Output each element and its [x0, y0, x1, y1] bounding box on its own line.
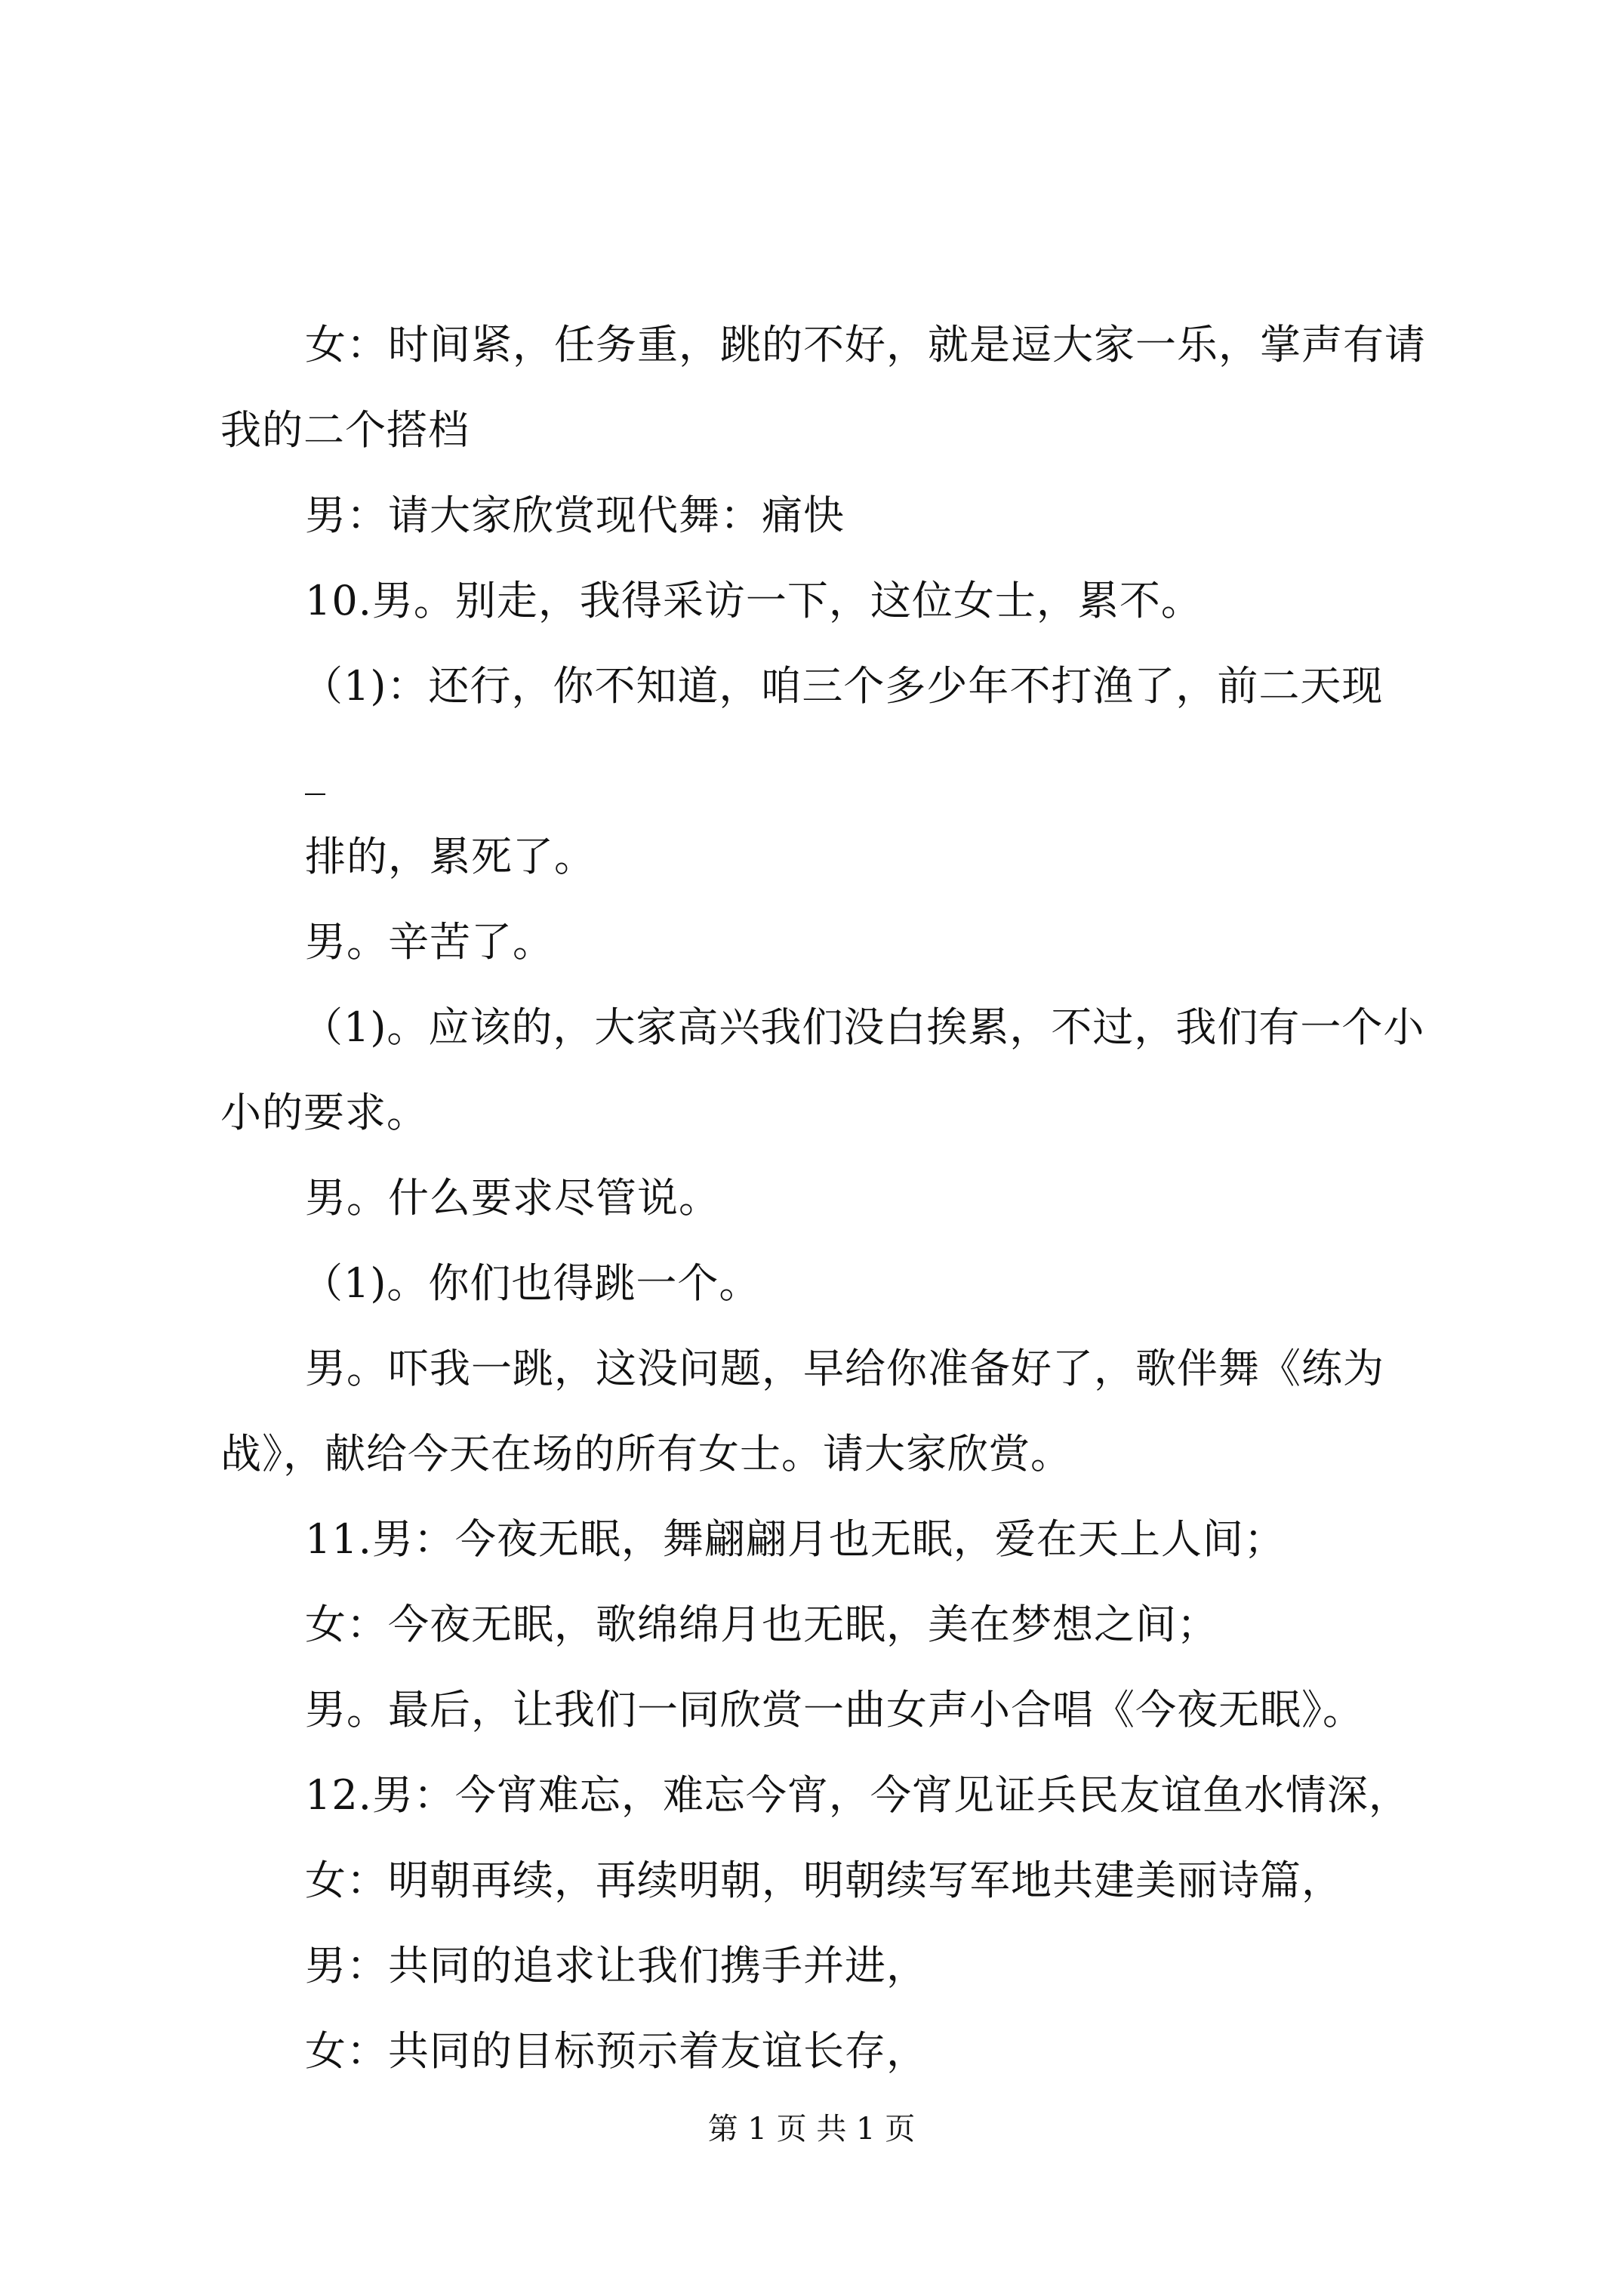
paragraph-8: （1)。应该的，大家高兴我们没白挨累，不过，我们有一个小小的要求。: [220, 1003, 1425, 1136]
paragraph-18: 女：共同的目标预示着友谊长存，: [305, 2027, 928, 2075]
paragraph-16: 女：明朝再续，再续明朝，明朝续写军地共建美丽诗篇，: [305, 1857, 1343, 1904]
paragraph-17: 男：共同的追求让我们携手并进，: [305, 1942, 928, 1989]
paragraph-10: （1)。你们也得跳一个。: [302, 1259, 761, 1307]
paragraph-3: 10.男。别走，我得采访一下，这位女士，累不。: [305, 577, 1203, 624]
paragraph-1: 女：时间紧，任务重，跳的不好，就是逗大家一乐，掌声有请我的二个搭档: [220, 321, 1426, 454]
paragraph-14: 男。最后，让我们一同欣赏一曲女声小合唱《今夜无眠》。: [305, 1686, 1364, 1734]
document-body: [220, 302, 1428, 2094]
paragraph-9: 男。什么要求尽管说。: [305, 1174, 720, 1222]
paragraph-4: （1)：还行，你不知道，咱三个多少年不打渔了，前二天现: [302, 662, 1384, 710]
paragraph-7: 男。辛苦了。: [305, 918, 554, 966]
paragraph-12: 11.男：今夜无眠，舞翩翩月也无眠，爱在天上人间；: [305, 1515, 1286, 1563]
page-number-footer: 第 1 页 共 1 页: [707, 2112, 916, 2147]
paragraph-13: 女：今夜无眠，歌绵绵月也无眠，美在梦想之间；: [305, 1601, 1218, 1648]
paragraph-2: 男：请大家欣赏现代舞：痛快: [305, 492, 845, 539]
paragraph-11: 男。吓我一跳，这没问题，早给你准备好了，歌伴舞《练为战》，献给今天在场的所有女士。请大家欣赏。: [220, 1345, 1384, 1478]
paragraph-6: 排的，累死了。: [305, 833, 596, 880]
paragraph-5: _: [305, 747, 326, 795]
paragraph-15: 12.男：今宵难忘，难忘今宵，今宵见证兵民友谊鱼水情深，: [305, 1771, 1410, 1819]
